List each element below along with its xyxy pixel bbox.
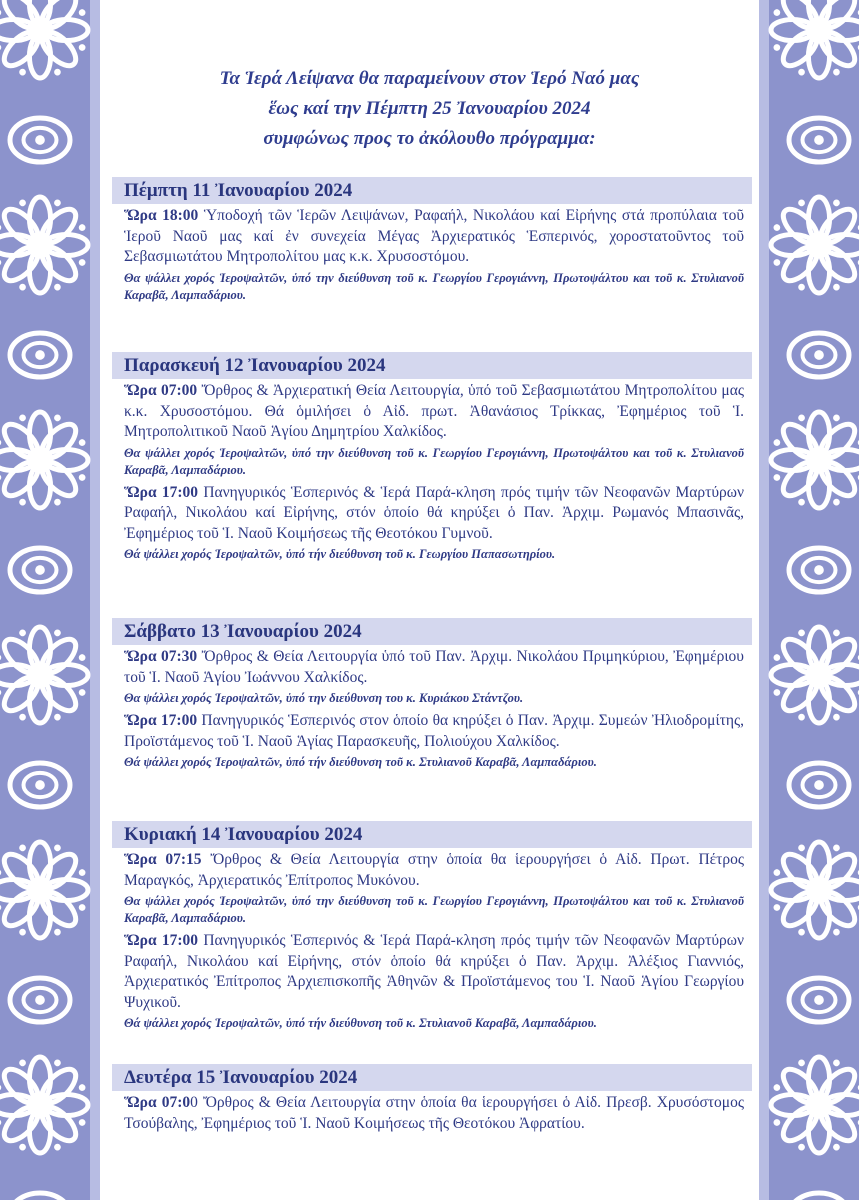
- entry-text: 0 Ὄρθρος & Θεία Λειτουργία στην ὁποία θα ἱερουργήσει ὁ Αἰδ. Πρεσβ. Χρυσόστομος Τσούβαλης, Ἐφημέριος τοῦ Ἱ. Ναοῦ Κοιμήσεως τῆς Θεοτόκου Ἀφρατίου.: [124, 1094, 744, 1132]
- schedule-entry: [112, 379, 752, 443]
- left-ornament-border: [0, 0, 100, 1200]
- schedule-entry: [112, 848, 752, 891]
- entry-time: Ὥρα 07:15: [124, 851, 202, 868]
- mandala-motif: [0, 197, 88, 293]
- right-ornament-border: [759, 0, 859, 1200]
- schedule-entry: [112, 929, 752, 1013]
- entry-text: Ὄρθρος & Θεία Λειτουργία στην ὁποία θα ἱερουργήσει ὁ Αἰδ. Πρωτ. Πέτρος Μαραγκός, Ἀρχιερατικός Ἐπίτροπος Μυκόνου.: [124, 851, 744, 889]
- mandala-motif: [0, 0, 88, 78]
- intro-line: ἕως καί την Πέμπτη 25 Ἰανουαρίου 2024: [268, 98, 591, 119]
- choir-note: Θα ψάλλει χορός Ἱεροψαλτῶν, ὑπό την διεύθυνση τοῦ κ. Γεωργίου Γερογιάννη, Πρωτοψάλτου και τοῦ κ. Στυλιανοῦ Καραβᾶ, Λαμπαδάριου.: [124, 894, 744, 925]
- choir-note: Θα ψάλλει χορός Ἱεροψαλτῶν, ὑπό την διεύθυνση τοῦ κ. Γεωργίου Γερογιάννη, Πρωτοψάλτου και τοῦ κ. Στυλιανοῦ Καραβᾶ, Λαμπαδάριου.: [124, 445, 744, 477]
- entry-time: Ὥρα 17:00: [124, 483, 199, 501]
- mandala-motif: [0, 627, 88, 723]
- day-header: Σάββατο 13 Ἰανουαρίου 2024: [112, 618, 752, 645]
- choir-note: Θά ψάλλει χορός Ἱεροψαλτῶν, ὑπό τήν διεύθυνση τοῦ κ. Στυλιανοῦ Καραβᾶ, Λαμπαδάριου.: [124, 755, 597, 769]
- right-mandala-pattern: [759, 0, 859, 1200]
- eye-motif: [789, 978, 849, 1022]
- day-section-sunday: [112, 821, 752, 1034]
- entry-text: Πανηγυρικός Ἑσπερινός στον ὁποίο θα κηρύξει ὁ Παν. Ἀρχιμ. Συμεών Ἠλιοδρομίτης, Προϊστάμενος τοῦ Ἱ. Ναοῦ Ἁγίας Παρασκευῆς, Πολιούχου Χαλκίδος.: [124, 712, 745, 750]
- entry-text: Ὑποδοχή τῶν Ἱερῶν Λειψάνων, Ραφαήλ, Νικολάου καί Εἰρήνης στά προπύλαια τοῦ Ἱεροῦ Ναοῦ μας καί ἐν συνεχεία Μέγας Ἀρχιερατικός Ἑσπερινός, χοροστατοῦντος τοῦ Σεβασμιωτάτου Μητροπολίτου μας κ.κ. Χρυσοστόμου.: [124, 207, 744, 265]
- eye-motif: [789, 1193, 849, 1200]
- eye-motif: [789, 333, 849, 377]
- day-section-saturday: [112, 618, 752, 773]
- entry-text: Πανηγυρικός Ἑσπερινός & Ἱερά Παρά-κληση πρός τιμήν τῶν Νεοφανῶν Μαρτύρων Ραφαήλ, Νικολάου καί Εἰρήνης, στόν ὁποίο θά κηρύξει ὁ Παν. Ἀρχιμ. Ἀλέξιος Γιαννιός, Ἀρχιερατικός Ἐπίτροπος Ἀρχιεπισκοπῆς Ἀθηνῶν & Προϊστάμενος του Ἱ. Ναοῦ Ἁγίου Γεωργίου Ψυχικοῦ.: [124, 932, 744, 1011]
- intro-line: συμφώνως προς το ἀκόλουθο πρόγραμμα:: [263, 128, 596, 149]
- eye-motif: [789, 118, 849, 162]
- day-section-monday: [112, 1064, 752, 1134]
- day-header: Δευτέρα 15 Ἰανουαρίου 2024: [112, 1064, 752, 1091]
- day-header: Πέμπτη 11 Ἰανουαρίου 2024: [112, 177, 752, 204]
- schedule-page: [100, 0, 759, 1200]
- choir-note: Θά ψάλλει χορός Ἱεροψαλτῶν, ὑπό τήν διεύθυνση τοῦ κ. Στυλιανοῦ Καραβᾶ, Λαμπαδάριου.: [124, 1016, 597, 1030]
- schedule-entry: [112, 709, 752, 752]
- eye-motif: [10, 1193, 70, 1200]
- entry-text: Πανηγυρικός Ἑσπερινός & Ἱερά Παρά-κληση πρός τιμήν τῶν Νεοφανῶν Μαρτύρων Ραφαήλ, Νικολάου καί Εἰρήνης, στόν ὁποίο θά κηρύξει ὁ Παν. Ἀρχιμ. Ρωμανός Μπασινᾶς, Ἐφημέριος τοῦ Ἱ. Ναοῦ Κοιμήσεως τῆς Θεοτόκου Γυμνοῦ.: [124, 483, 744, 542]
- mandala-motif: [771, 842, 859, 938]
- choir-note: Θά ψάλλει χορός Ἱεροψαλτῶν, ὑπό τήν διεύθυνση τοῦ κ. Γεωργίου Παπασωτηρίου.: [124, 547, 556, 561]
- schedule-entry: [112, 481, 752, 545]
- schedule-entry: [112, 204, 752, 268]
- mandala-motif: [771, 412, 859, 508]
- eye-motif: [10, 978, 70, 1022]
- mandala-motif: [771, 1057, 859, 1153]
- mandala-motif: [771, 197, 859, 293]
- eye-motif: [789, 548, 849, 592]
- entry-time: Ὥρα 07:00: [124, 382, 198, 399]
- choir-note: Θα ψάλλει χορός Ἱεροψαλτῶν, ὑπό την διεύθυνση του κ. Κυριάκου Στάντζου.: [124, 691, 524, 705]
- entry-time: Ὥρα 18:00: [124, 207, 199, 224]
- mandala-motif: [0, 842, 88, 938]
- mandala-motif: [771, 627, 859, 723]
- day-section-friday: [112, 352, 752, 565]
- eye-motif: [10, 548, 70, 592]
- intro-text: [100, 64, 759, 154]
- eye-motif: [10, 333, 70, 377]
- eye-motif: [789, 763, 849, 807]
- left-mandala-pattern: [0, 0, 100, 1200]
- eye-motif: [10, 118, 70, 162]
- mandala-motif: [0, 1057, 88, 1153]
- entry-time: Ὥρα 17:00: [124, 932, 199, 949]
- day-header: Παρασκευή 12 Ἰανουαρίου 2024: [112, 352, 752, 379]
- entry-text: Ὄρθρος & Θεία Λειτουργία ὑπό τοῦ Παν. Ἀρχιμ. Νικολάου Πριμηκύριου, Ἐφημέριου τοῦ Ἱ. Ναοῦ Ἁγίου Ἰωάννου Χαλκίδος.: [124, 648, 744, 686]
- intro-line: Τα Ἱερά Λείψανα θα παραμείνουν στον Ἱερό Ναό μας: [219, 68, 640, 89]
- day-header: Κυριακή 14 Ἰανουαρίου 2024: [112, 821, 752, 848]
- schedule-entry: [112, 645, 752, 688]
- eye-motif: [10, 763, 70, 807]
- schedule-entry: [112, 1091, 752, 1134]
- day-section-thursday: [112, 177, 752, 306]
- mandala-motif: [771, 0, 859, 78]
- entry-time: Ὥρα 07:0: [124, 1094, 191, 1111]
- entry-text: Ὄρθρος & Ἀρχιερατική Θεία Λειτουργία, ὑπό τοῦ Σεβασμιωτάτου Μητροπολίτου μας κ.κ. Χρυσοστόμου. Θά ὁμιλήσει ὁ Αἰδ. πρωτ. Ἀθανάσιος Τρίκκας, Ἐφημέριος τοῦ Ἱ. Μητροπολιτικοῦ Ναοῦ Ἁγίου Δημητρίου Χαλκίδος.: [124, 382, 744, 440]
- choir-note: Θα ψάλλει χορός Ἱεροψαλτῶν, ὑπό την διεύθυνση τοῦ κ. Γεωργίου Γερογιάννη, Πρωτοψάλτου και τοῦ κ. Στυλιανοῦ Καραβᾶ, Λαμπαδάριου.: [124, 270, 744, 302]
- entry-time: Ὥρα 17:00: [124, 712, 198, 729]
- mandala-motif: [0, 412, 88, 508]
- entry-time: Ὥρα 07:30: [124, 648, 198, 665]
